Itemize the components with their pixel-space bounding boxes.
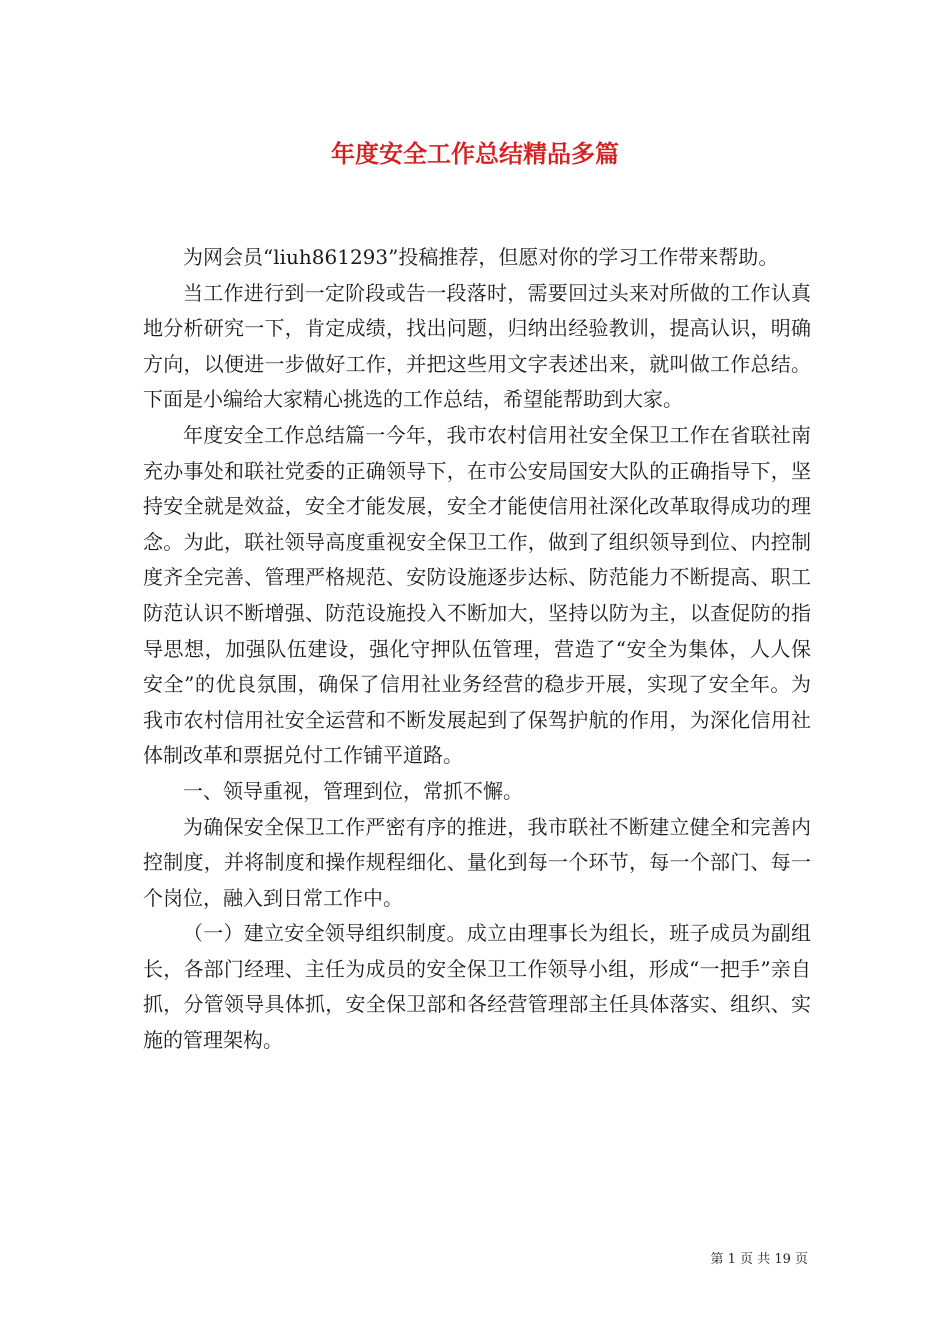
paragraph-leadership-system: （一）建立安全领导组织制度。成立由理事长为组长，班子成员为副组长，各部门经理、主任为成员的安全保卫工作领导小组，形成“一把手”亲自抓，分管领导具体抓，安全保卫部和各经营管理部主任具体落实、组织、实施的管理架构。 (143, 921, 811, 1053)
page-number-footer: 第 1 页 共 19 页 (710, 1252, 808, 1267)
paragraph-summary-definition: 当工作进行到一定阶段或告一段落时，需要回过头来对所做的工作认真地分析研究一下，肯定成绩，找出问题，归纳出经验教训，提高认识，明确方向，以便进一步做好工作，并把这些用文字表述出来，就叫做工作总结。下面是小编给大家精心挑选的工作总结，希望能帮助到大家。 (143, 280, 811, 412)
paragraph-intro: 为网会员“liuh861293”投稿推荐，但愿对你的学习工作带来帮助。 (183, 245, 779, 269)
paragraph-internal-control: 为确保安全保卫工作严密有序的推进，我市联社不断建立健全和完善内控制度，并将制度和操作规程细化、量化到每一个环节，每一个部门、每一个岗位，融入到日常工作中。 (143, 814, 811, 910)
section-heading-one: 一、领导重视，管理到位，常抓不懈。 (183, 778, 523, 803)
document-title: 年度安全工作总结精品多篇 (331, 140, 619, 168)
document-body (143, 240, 811, 1059)
paragraph-part-one: 年度安全工作总结篇一今年，我市农村信用社安全保卫工作在省联社南充办事处和联社党委的正确领导下，在市公安局国安大队的正确指导下，坚持安全就是效益，安全才能发展，安全才能使信用社深化改革取得成功的理念。为此，联社领导高度重视安全保卫工作，做到了组织领导到位、内控制度齐全完善、管理严格规范、安防设施逐步达标、防范能力不断提高、职工防范认识不断增强、防范设施投入不断加大，坚持以防为主，以查促防的指导思想，加强队伍建设，强化守押队伍管理，营造了“安全为集体，人人保安全”的优良氛围，确保了信用社业务经营的稳步开展，实现了安全年。为我市农村信用社安全运营和不断发展起到了保驾护航的作用，为深化信用社体制改革和票据兑付工作铺平道路。 (143, 422, 811, 768)
